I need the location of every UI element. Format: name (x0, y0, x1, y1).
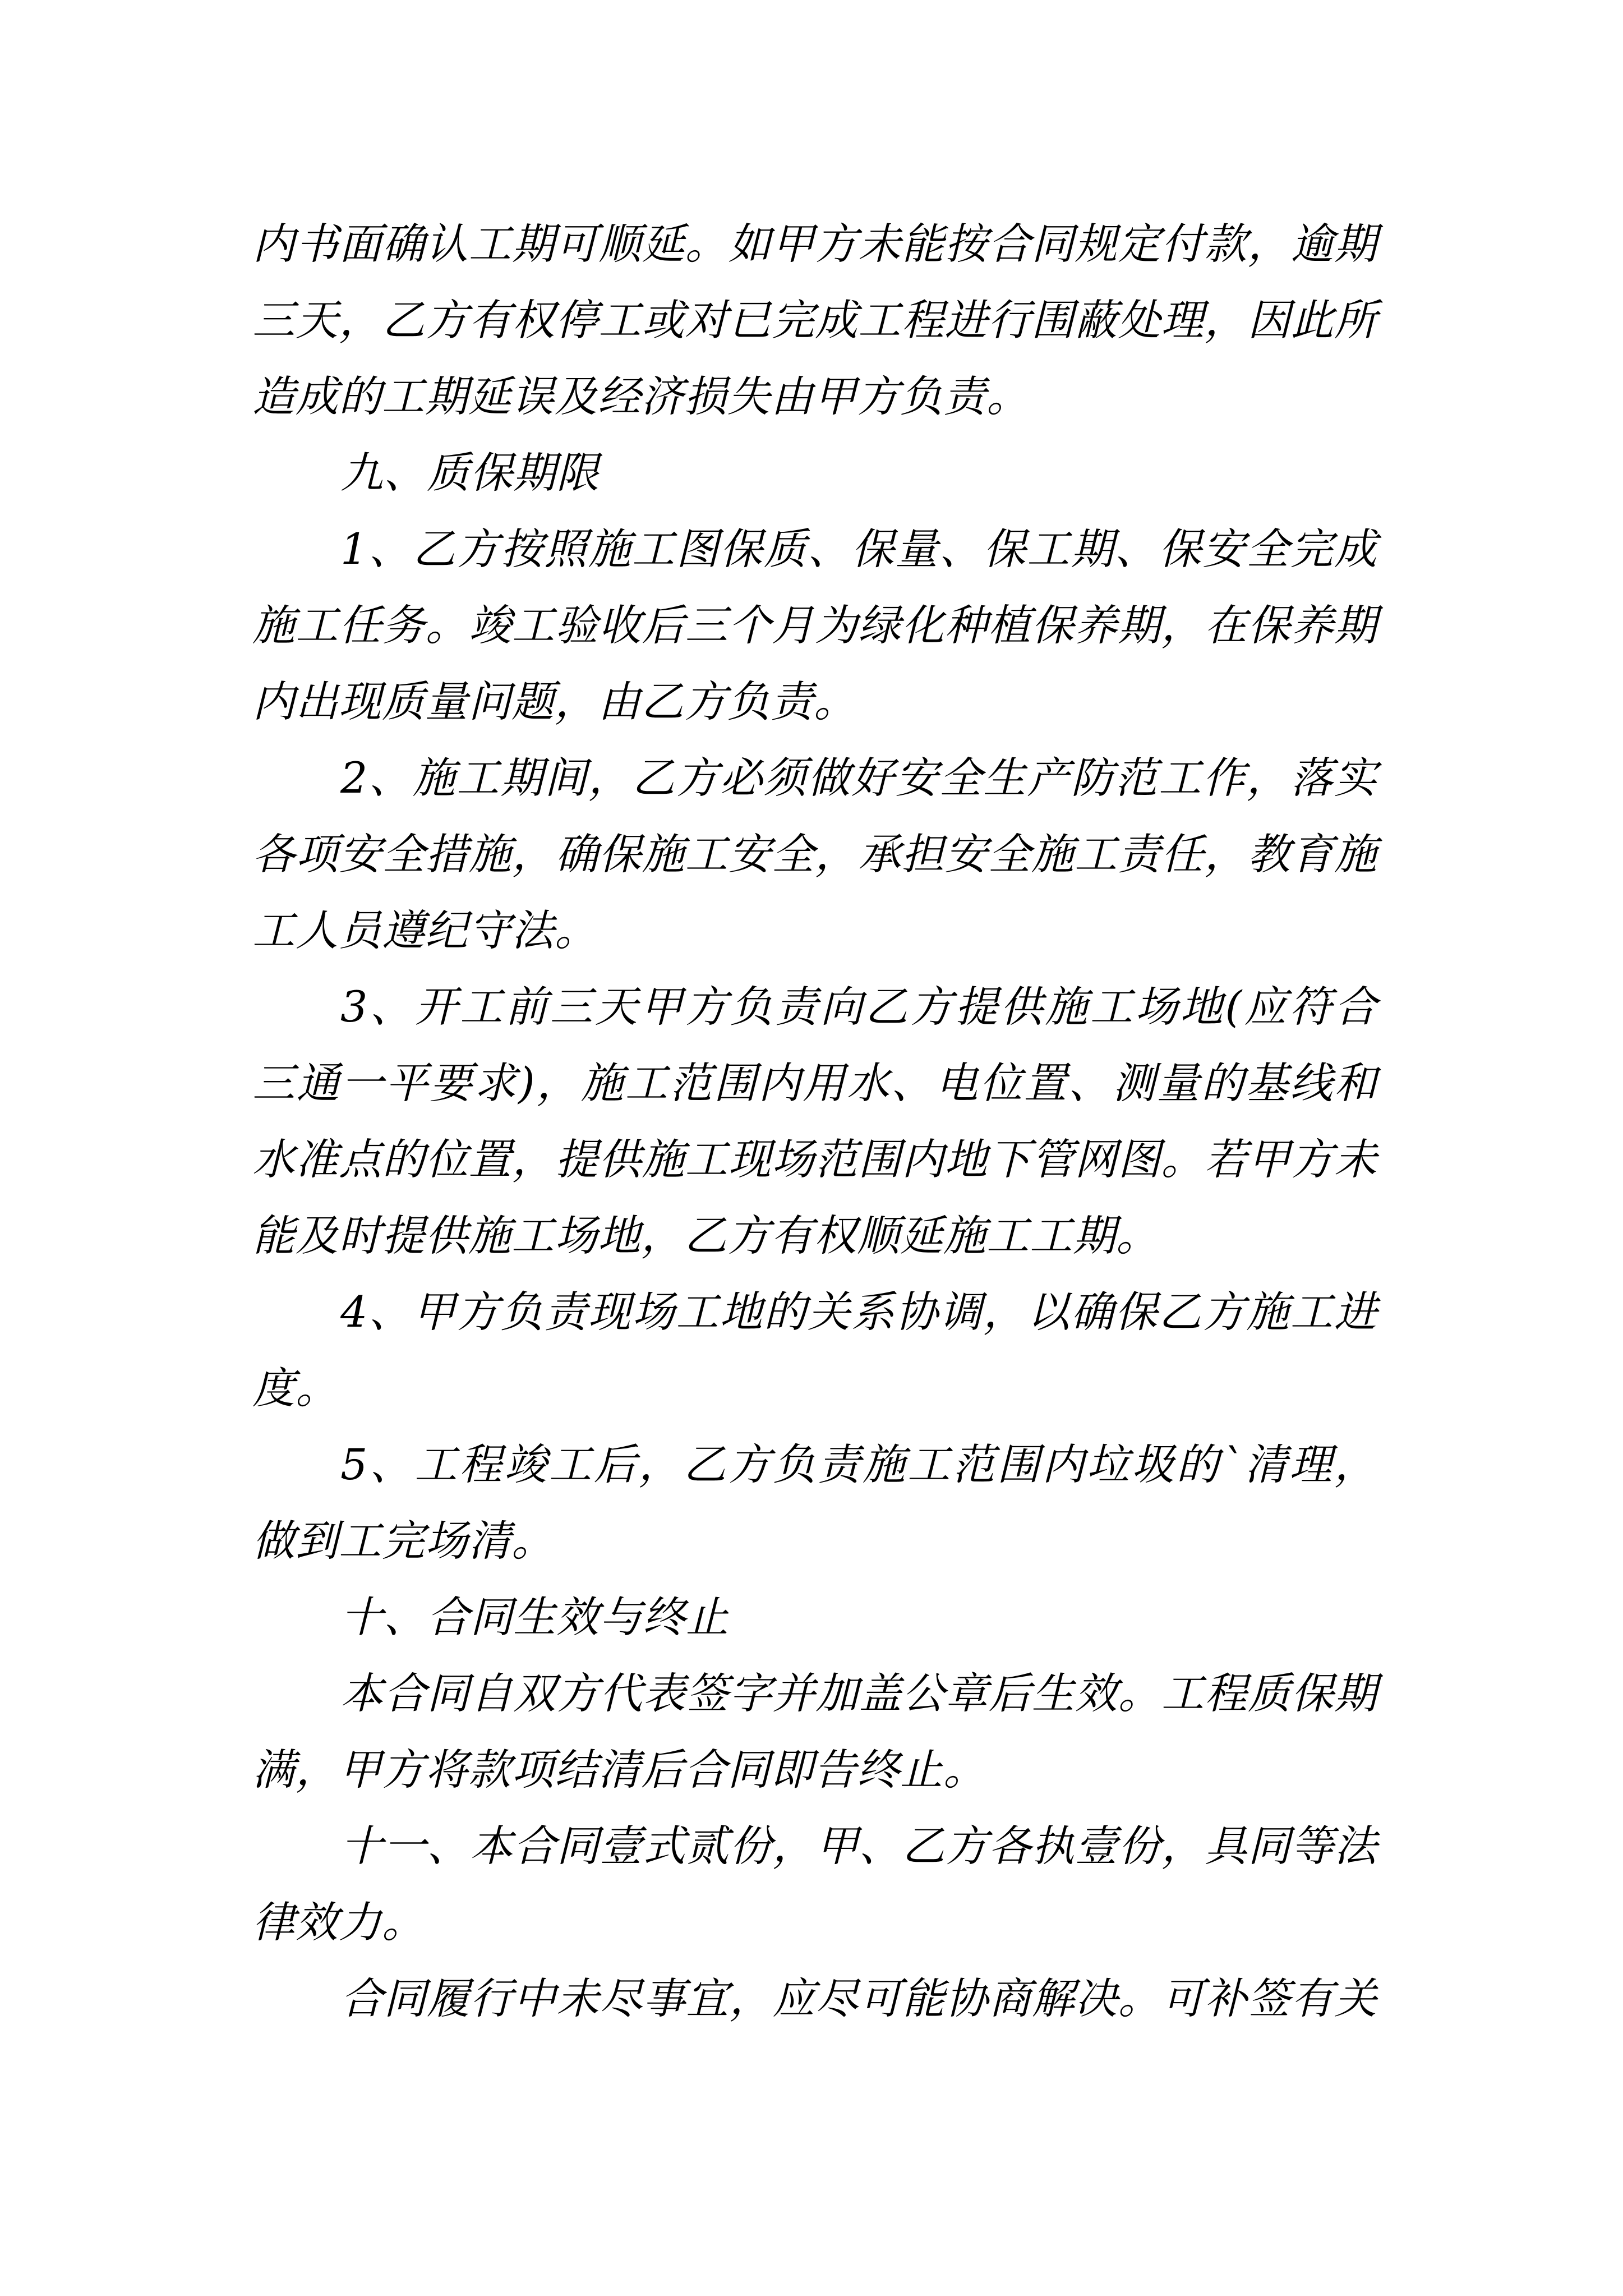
paragraph-carryover-payment-clause: 内书面确认工期可顺延。如甲方未能按合同规定付款，逾期三天，乙方有权停工或对已完成工程进行围蔽处理，因此所造成的工期延误及经济损失由甲方负责。 (252, 219, 1377, 421)
contract-text-block (252, 206, 1377, 2037)
paragraph-section-11-body: 十一、本合同壹式贰份，甲、乙方各执壹份，具同等法律效力。 (252, 1821, 1377, 1947)
paragraph-section-10-body: 本合同自双方代表签字并加盖公章后生效。工程质保期满，甲方将款项结清后合同即告终止。 (252, 1668, 1377, 1795)
paragraph-section-9-item-1: 1、乙方按照施工图保质、保量、保工期、保安全完成施工任务。竣工验收后三个月为绿化种植保养期，在保养期内出现质量问题，由乙方负责。 (252, 524, 1377, 726)
paragraph-heading-section-10: 十、合同生效与终止 (340, 1592, 729, 1642)
paragraph-section-9-item-2: 2、施工期间，乙方必须做好安全生产防范工作，落实各项安全措施，确保施工安全，承担安全施工责任，教育施工人员遵纪守法。 (252, 753, 1377, 955)
paragraph-section-9-item-4: 4、甲方负责现场工地的关系协调，以确保乙方施工进度。 (252, 1287, 1377, 1413)
paragraph-section-9-item-5: 5、工程竣工后，乙方负责施工范围内垃圾的`清理，做到工完场清。 (252, 1439, 1377, 1566)
paragraph-heading-section-9: 九、质保期限 (340, 448, 600, 498)
paragraph-section-9-item-3: 3、开工前三天甲方负责向乙方提供施工场地(应符合三通一平要求)，施工范围内用水、电位置、测量的基线和水准点的位置，提供施工现场范围内地下管网图。若甲方未能及时提供施工场地，乙方有权顺延施工工期。 (252, 982, 1377, 1260)
paragraph-unfinished-matters: 合同履行中未尽事宜，应尽可能协商解决。可补签有关 (340, 1973, 1377, 2023)
